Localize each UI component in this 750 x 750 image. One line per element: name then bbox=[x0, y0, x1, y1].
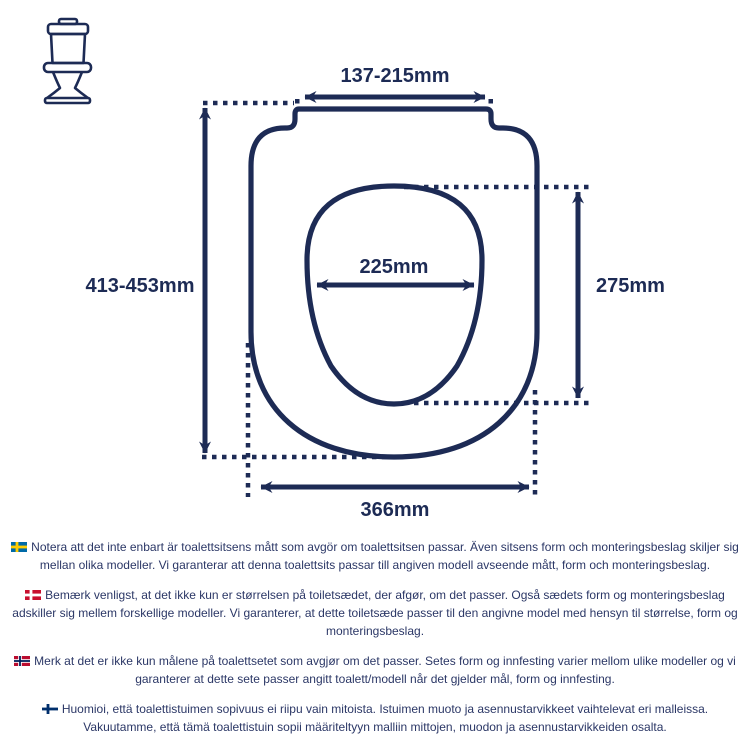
toilet-cistern-lid bbox=[48, 24, 88, 34]
total-length-label: 413-453mm bbox=[85, 275, 195, 297]
note-da bbox=[1, 586, 749, 640]
toilet-pedestal-left bbox=[47, 72, 60, 98]
toilet-pedestal-right bbox=[75, 72, 88, 98]
note-da-text: Bemærk venligst, at det ikke kun er størrelsen på toiletsædet, der afgør, om det passer. Også sædets form og monteringsbeslag adskiller sig mellem forskellige modeller. Vi garanterer, at dette toiletsæde passer til den angivne model med hensyn til størrelse, form og monteringsbeslag. bbox=[12, 588, 738, 638]
note-no-text: Merk at det er ikke kun målene på toalettsetet som avgjør om det passer. Setes form og innfesting varier mellom ulike modeller og vi garanterer at dette sete passer angitt toalett/modell når det gjelder mål, form og innfesting. bbox=[34, 654, 736, 686]
extension-dot-top-right bbox=[489, 99, 494, 104]
note-sv bbox=[1, 538, 749, 574]
denmark-flag-icon bbox=[25, 590, 41, 600]
sweden-flag-icon bbox=[11, 542, 27, 552]
note-fi bbox=[1, 700, 749, 736]
seat-opening-outline bbox=[307, 186, 482, 404]
toilet-seat-rim bbox=[44, 63, 91, 72]
hinge-width-label: 137-215mm bbox=[340, 65, 450, 87]
note-sv-text: Notera att det inte enbart är toalettsitsens mått som avgör om toalettsitsen passar. Även sitsens form och monteringsbeslag skiljer sig mellan olika modeller. Vi garanterar att denna toalettsits passar till angiven modell avseende mått, form och monteringsbeslag. bbox=[31, 540, 739, 572]
toilet-icon bbox=[44, 19, 91, 103]
note-fi-text: Huomioi, että toalettistuimen sopivuus ei riipu vain mitoista. Istuimen muoto ja asennustarvikkeet vaihtelevat eri malleissa. Vakuutamme, että tämä toalettistuin sopii määriteltyyn malliin mittojen, muodon ja asennustarvikkeiden osalta. bbox=[61, 702, 709, 734]
toilet-base bbox=[45, 98, 90, 103]
finland-flag-icon bbox=[42, 704, 58, 714]
norway-flag-icon bbox=[14, 656, 30, 666]
note-no bbox=[1, 652, 749, 688]
toilet-cistern bbox=[51, 34, 85, 63]
inner-length-label: 275mm bbox=[596, 275, 665, 297]
extension-dot-top-left bbox=[295, 99, 300, 104]
fit-notes bbox=[0, 538, 750, 748]
inner-width-label: 225mm bbox=[359, 256, 429, 278]
seat-width-label: 366mm bbox=[360, 499, 430, 521]
